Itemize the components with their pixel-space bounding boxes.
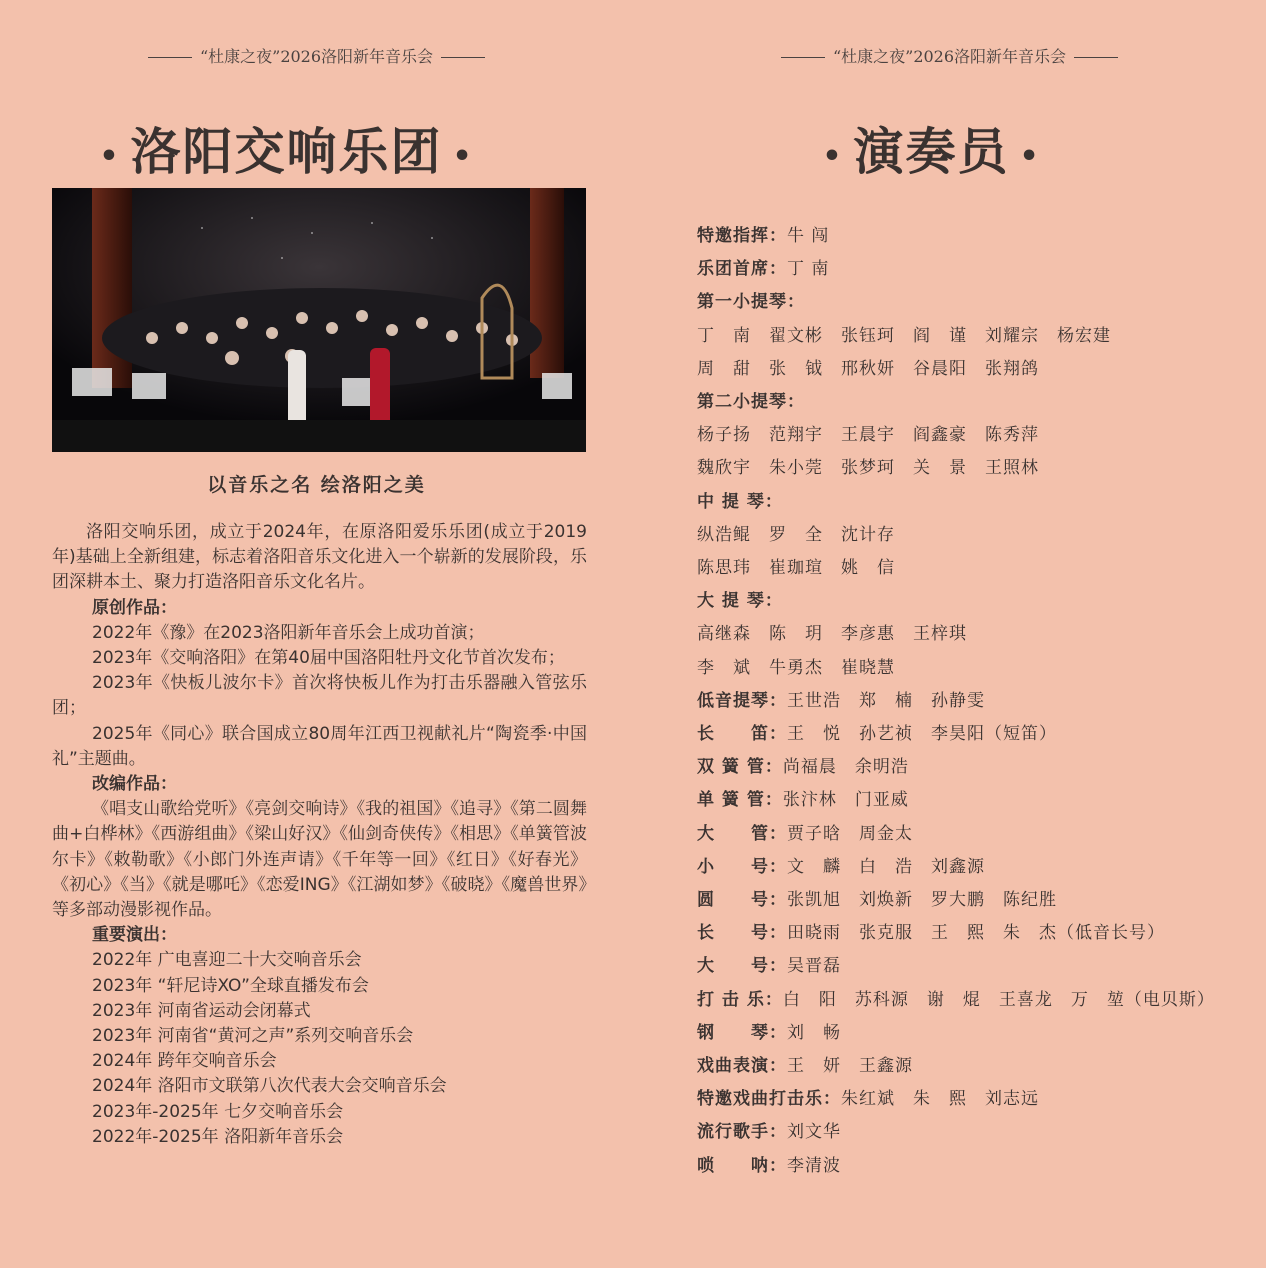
- page-header: [0, 44, 633, 67]
- original-work-item: 2025年《同心》联合国成立80周年江西卫视献礼片“陶瓷季·中国礼”主题曲。: [52, 723, 587, 769]
- roster-names: 李清波: [787, 1155, 841, 1176]
- roster-row: [697, 818, 1266, 851]
- roster-section-label: 唢 呐：: [697, 1155, 787, 1176]
- roster-section-label: 特邀戏曲打击乐：: [697, 1089, 841, 1110]
- roster-section-label: 特邀指挥：: [697, 226, 787, 246]
- title-dot: •: [452, 138, 474, 174]
- roster-section-label: 双 簧 管：: [697, 757, 783, 778]
- performance-item: 2023年 河南省运动会闭幕式: [92, 1000, 311, 1021]
- roster-names: 丁 南: [787, 259, 830, 280]
- roster-names: 刘 畅: [787, 1022, 841, 1043]
- roster-names: 文 麟 白 浩 刘鑫源: [787, 856, 985, 877]
- roster-section-label: 小 号：: [697, 856, 787, 877]
- roster-row: [697, 751, 1266, 784]
- roster-section-label: 大 提 琴：: [697, 591, 783, 612]
- roster-names: 尚福晨 余明浩: [782, 757, 909, 778]
- roster-row: [697, 519, 1266, 552]
- title-dot: •: [822, 138, 844, 174]
- roster-names: 陈思玮 崔珈瑄 姚 信: [697, 558, 895, 579]
- roster-names: 朱红斌 朱 熙 刘志远: [841, 1089, 1039, 1110]
- orchestra-title-text: 洛阳交响乐团: [130, 122, 443, 181]
- roster-section-label: 大 号：: [697, 956, 787, 977]
- performance-item: 2024年 跨年交响音乐会: [92, 1051, 277, 1072]
- roster-names: 刘文华: [787, 1122, 841, 1143]
- roster-row: [697, 618, 1266, 651]
- roster-section-label: 长 笛：: [697, 724, 787, 745]
- roster-section-label: 流行歌手：: [697, 1122, 787, 1143]
- roster-row: [697, 685, 1266, 718]
- roster-row: [697, 1017, 1266, 1050]
- roster-names: 吴晋磊: [787, 956, 841, 977]
- roster-row: [697, 253, 1266, 286]
- header-text: “杜康之夜”2026洛阳新年音乐会: [832, 47, 1067, 66]
- adapted-works-text: 《唱支山歌给党听》《亮剑交响诗》《我的祖国》《追寻》《第二圆舞曲+白桦林》《西游组曲》《梁山好汉》《仙剑奇侠传》《相思》《单簧管波尔卡》《敕勒歌》《小郎门外连声请》《千年等一回》《红日》《好春光》《初心》《当》《就是哪吒》《恋爱ING》《江湖如梦》《破晓》《魔兽世界》等多部动漫影视作品。: [52, 799, 587, 921]
- title-dot: •: [1019, 138, 1041, 174]
- roster-section-label: 第一小提琴：: [697, 292, 805, 313]
- roster-row: [697, 486, 1266, 519]
- original-work-item: 2023年《交响洛阳》在第40届中国洛阳牡丹文化节首次发布；: [92, 648, 565, 669]
- roster-row: [697, 917, 1266, 950]
- roster-row: [697, 652, 1266, 685]
- roster-row: [697, 386, 1266, 419]
- roster-row: [697, 950, 1266, 983]
- roster-row: [697, 452, 1266, 485]
- roster-section-label: 中 提 琴：: [697, 491, 783, 512]
- performance-item: 2023年 “轩尼诗XO”全球直播发布会: [92, 975, 369, 996]
- roster-section-label: 钢 琴：: [697, 1022, 787, 1043]
- roster-section-label: 第二小提琴：: [697, 392, 805, 413]
- roster-names: 白 阳 苏科源 谢 焜 王喜龙 万 堃（电贝斯）: [782, 989, 1215, 1010]
- original-work-item: 2023年《快板儿波尔卡》首次将快板儿作为打击乐器融入管弦乐团；: [52, 673, 587, 719]
- performer-roster: [697, 220, 1266, 1183]
- roster-row: [697, 984, 1266, 1017]
- performance-item: 2023年-2025年 七夕交响音乐会: [92, 1101, 344, 1122]
- roster-row: [697, 718, 1266, 751]
- orchestra-photo-illustration: [52, 188, 586, 452]
- roster-names: 魏欣宇 朱小莞 张梦珂 关 景 王照林: [697, 458, 1039, 479]
- header-text: “杜康之夜”2026洛阳新年音乐会: [199, 47, 434, 66]
- performers-title-text: 演奏员: [853, 122, 1010, 181]
- roster-row: [697, 1050, 1266, 1083]
- roster-names: 张汴林 门亚威: [782, 790, 909, 811]
- roster-names: 王世浩 郑 楠 孙静雯: [787, 690, 985, 711]
- roster-section-label: 长 号：: [697, 923, 787, 944]
- roster-section-label: 乐团首席：: [697, 259, 787, 280]
- roster-row: [697, 419, 1266, 452]
- roster-row: [697, 884, 1266, 917]
- roster-names: 李 斌 牛勇杰 崔晓慧: [697, 657, 895, 678]
- performers-title: [615, 112, 1248, 184]
- roster-names: 牛 闯: [787, 226, 830, 246]
- title-dot: •: [99, 138, 121, 174]
- roster-row: [697, 1116, 1266, 1149]
- slogan: 以音乐之名 绘洛阳之美: [207, 474, 426, 496]
- original-works-heading: 原创作品：: [92, 597, 177, 618]
- right-page: [633, 0, 1266, 1268]
- performance-item: 2024年 洛阳市文联第八次代表大会交响音乐会: [92, 1076, 447, 1097]
- roster-section-label: 打 击 乐：: [697, 989, 783, 1010]
- roster-names: 田晓雨 张克服 王 熙 朱 杰（低音长号）: [787, 923, 1165, 944]
- performance-item: 2022年-2025年 洛阳新年音乐会: [92, 1126, 344, 1147]
- roster-section-label: 圆 号：: [697, 890, 787, 911]
- roster-row: [697, 353, 1266, 386]
- roster-row: [697, 1150, 1266, 1183]
- orchestra-photo: [52, 188, 586, 452]
- roster-names: 高继森 陈 玥 李彦惠 王梓琪: [697, 624, 967, 645]
- roster-names: 杨子扬 范翔宇 王晨宇 阎鑫豪 陈秀萍: [697, 425, 1039, 446]
- roster-section-label: 低音提琴：: [697, 690, 787, 711]
- roster-names: 张凯旭 刘焕新 罗大鹏 陈纪胜: [787, 890, 1057, 911]
- intro-paragraph: 洛阳交响乐团，成立于2024年，在原洛阳爱乐乐团(成立于2019年)基础上全新组建，标志着洛阳音乐文化进入一个崭新的发展阶段，乐团深耕本土、聚力打造洛阳音乐文化名片。: [52, 522, 587, 593]
- roster-row: [697, 851, 1266, 884]
- original-work-item: 2022年《豫》在2023洛阳新年音乐会上成功首演；: [92, 622, 485, 643]
- roster-row: [697, 585, 1266, 618]
- roster-names: 王 悦 孙艺祯 李昊阳（短笛）: [787, 724, 1057, 745]
- roster-names: 周 甜 张 钺 邢秋妍 谷晨阳 张翔鸽: [697, 358, 1039, 379]
- roster-row: [697, 552, 1266, 585]
- roster-row: [697, 784, 1266, 817]
- adapted-works-heading: 改编作品：: [92, 774, 177, 795]
- roster-names: 王 妍 王鑫源: [787, 1056, 913, 1077]
- performance-item: 2022年 广电喜迎二十大交响音乐会: [92, 950, 362, 971]
- roster-names: 丁 南 翟文彬 张钰珂 阎 谨 刘耀宗 杨宏建: [697, 325, 1111, 346]
- page-header: [633, 44, 1266, 67]
- performances-heading: 重要演出：: [92, 925, 177, 946]
- orchestra-title: [0, 112, 603, 184]
- roster-row: [697, 286, 1266, 319]
- roster-names: 贾子晗 周金太: [787, 823, 913, 844]
- roster-row: [697, 220, 1266, 253]
- roster-names: 纵浩鲲 罗 全 沈计存: [697, 524, 895, 545]
- performance-item: 2023年 河南省“黄河之声”系列交响音乐会: [92, 1026, 414, 1047]
- roster-row: [697, 1083, 1266, 1116]
- roster-section-label: 单 簧 管：: [697, 790, 783, 811]
- header-rule: [781, 57, 825, 58]
- header-rule: [1074, 57, 1118, 58]
- orchestra-intro-section: [52, 520, 587, 1150]
- header-rule: [148, 57, 192, 58]
- roster-row: [697, 320, 1266, 353]
- roster-section-label: 大 管：: [697, 823, 787, 844]
- header-rule: [441, 57, 485, 58]
- roster-section-label: 戏曲表演：: [697, 1056, 787, 1077]
